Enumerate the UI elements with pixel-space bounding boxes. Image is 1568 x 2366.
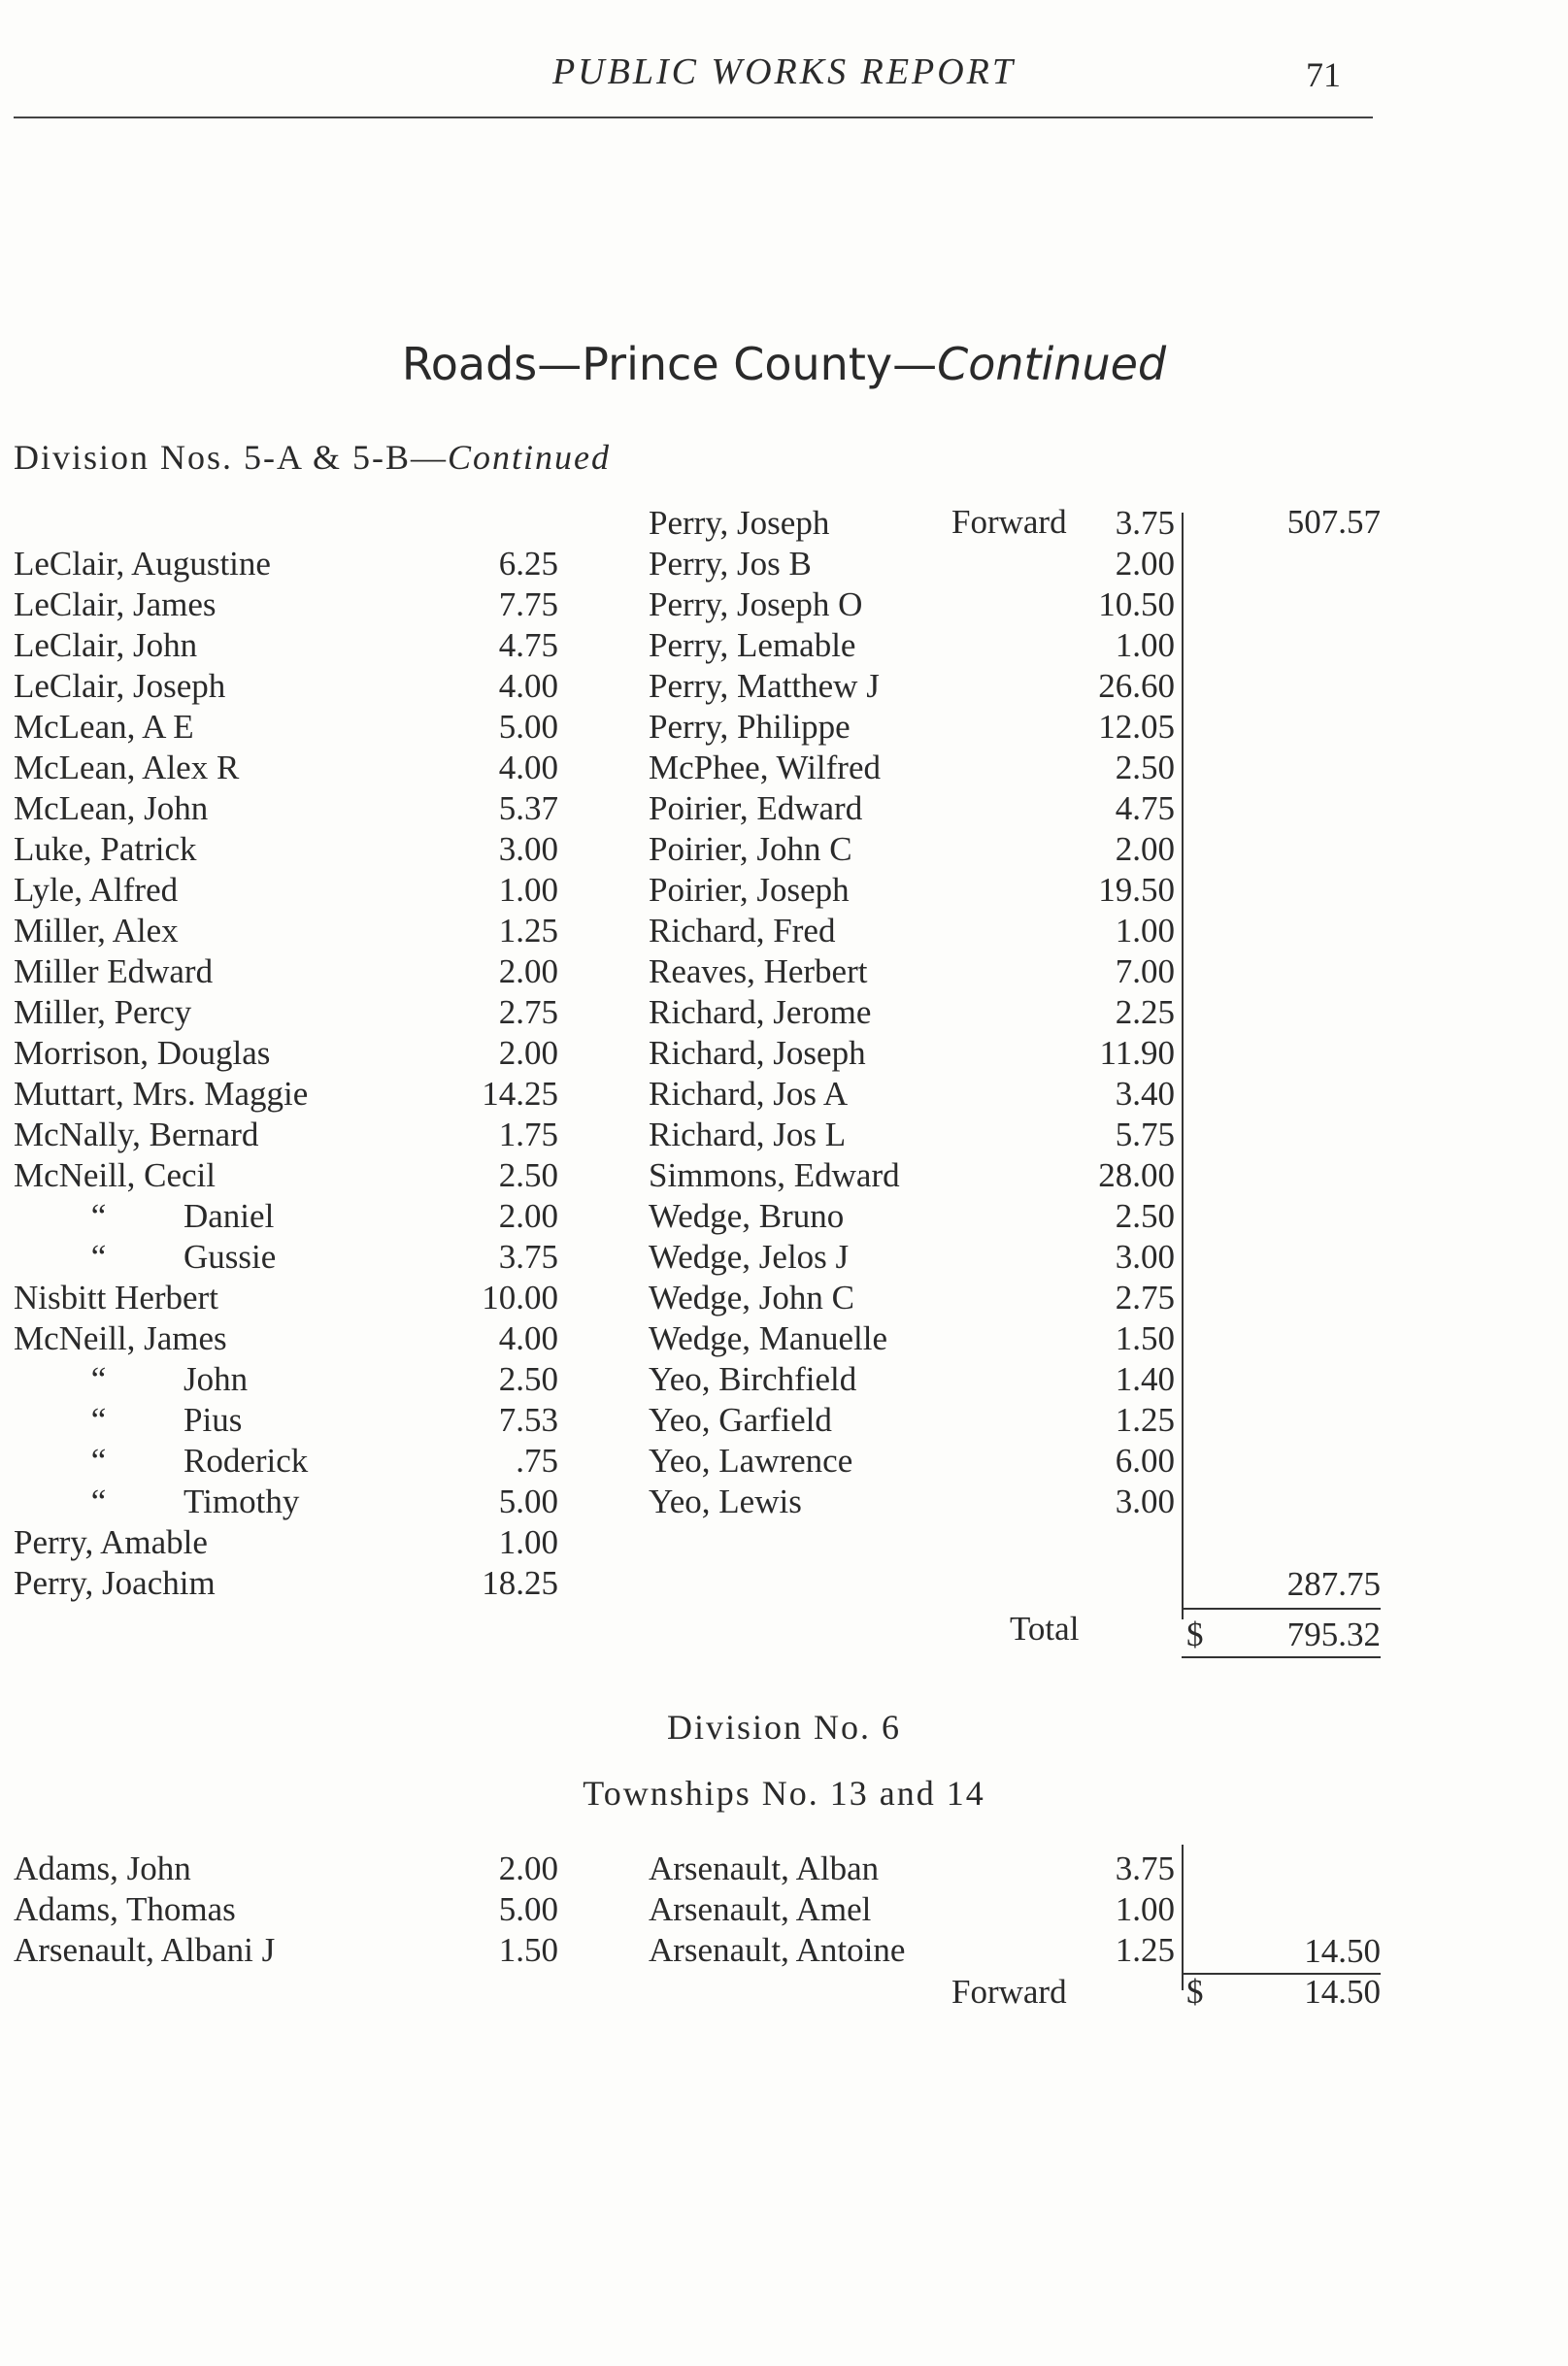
entry-name: Morrison, Douglas [14,1034,271,1072]
entry-name: Richard, Jos A [649,1075,849,1113]
entry-amount: 1.50 [498,1931,558,1969]
entry-name: McLean, John [14,789,209,827]
div5-left-row [14,625,441,666]
div5-right-row [649,1155,1076,1196]
division-6-column-rule [1182,1845,1184,1990]
entry-name: McNally, Bernard [14,1116,259,1153]
entry-amount: 12.05 [1098,708,1175,746]
entry-name: Wedge, Jelos J [649,1238,850,1276]
entry-name: Perry, Jos B [649,545,812,583]
entry-amount: 4.75 [498,626,558,664]
entry-name: Yeo, Garfield [649,1401,832,1439]
entry-name: Richard, Jerome [649,993,872,1031]
entry-name: Pius [183,1401,243,1439]
entry-amount: 2.75 [1115,1279,1175,1316]
entry-amount: 3.00 [498,830,558,868]
ditto-mark: “ [90,1238,107,1276]
div5-right-row [649,1400,1076,1441]
division-6-subtotal: 14.50 [1304,1932,1381,1970]
div5-right-row [649,1074,1076,1115]
entry-name: Adams, Thomas [14,1890,236,1928]
div6-left-row [14,1889,441,1930]
div5-right-row [649,1359,1076,1400]
div5-right-row [649,992,1076,1033]
entry-name: Yeo, Lawrence [649,1442,853,1480]
entry-amount: 11.90 [1099,1034,1175,1072]
total-rule [1182,1656,1381,1658]
div5-left-row [14,992,441,1033]
div5-left-row [14,666,441,707]
entry-amount: 6.25 [498,545,558,583]
entry-amount: 1.25 [498,912,558,950]
div5-right-row [649,1115,1076,1155]
entry-amount: 4.00 [498,667,558,705]
entry-name: Poirier, Joseph [649,871,850,909]
entry-amount: 4.00 [498,1319,558,1357]
entry-name: Arsenault, Antoine [649,1931,906,1969]
ditto-mark: “ [90,1197,107,1235]
entry-name: Yeo, Lewis [649,1483,802,1520]
entry-name: Roderick [183,1442,309,1480]
entry-name: Poirier, John C [649,830,852,868]
div5-left-row [14,1400,441,1441]
running-header-title: PUBLIC WORKS REPORT [551,51,1017,92]
div5-left-row [14,1563,441,1604]
entry-amount: 5.75 [1115,1116,1175,1153]
div5-right-row [649,625,1076,666]
total-amount: 795.32 [1286,1616,1381,1653]
entry-name: LeClair, John [14,626,198,664]
division-5-subtotal: 287.75 [1286,1565,1381,1603]
entry-amount: 26.60 [1098,667,1175,705]
entry-name: Wedge, Manuelle [649,1319,887,1357]
entry-amount: 4.00 [498,749,558,786]
entry-amount: 1.00 [1115,912,1175,950]
div5-right-row [649,788,1076,829]
entry-name: Gussie [183,1238,277,1276]
entry-name: Luke, Patrick [14,830,197,868]
div5-right-row [649,951,1076,992]
entry-name: Nisbitt Herbert [14,1279,218,1316]
div5-left-row [14,707,441,748]
div5-right-row [649,1196,1076,1237]
entry-name: McNeill, Cecil [14,1156,217,1194]
entry-amount: 7.53 [498,1401,558,1439]
div5-left-row [14,1196,441,1237]
division-6-forward-label: Forward [951,1973,1067,2011]
div5-left-row [14,1237,441,1278]
entry-amount: 1.00 [498,1523,558,1561]
column-rule [1182,513,1184,1619]
entry-name: Timothy [183,1483,300,1520]
page-title [0,338,1568,390]
entry-amount: 2.00 [498,1849,558,1887]
entry-name: Lyle, Alfred [14,871,179,909]
entry-name: Richard, Joseph [649,1034,866,1072]
entry-amount: 2.50 [498,1156,558,1194]
entry-amount: 1.00 [1115,626,1175,664]
div5-right-row [649,748,1076,788]
entry-amount: 1.00 [1115,1890,1175,1928]
entry-name: Perry, Joseph O [649,585,863,623]
entry-name: Perry, Lemable [649,626,856,664]
entry-name: Daniel [183,1197,275,1235]
entry-name: Reaves, Herbert [649,952,868,990]
div5-right-row [649,1441,1076,1482]
division-6-subheading: Townships No. 13 and 14 [583,1774,985,1813]
entry-amount: 3.75 [1115,504,1175,542]
entry-name: Wedge, Bruno [649,1197,845,1235]
div5-left-row [14,1278,441,1318]
div5-left-row [14,829,441,870]
div5-right-row [649,1318,1076,1359]
div5-right-row [649,870,1076,911]
entry-amount: 1.25 [1115,1401,1175,1439]
forward-label: Forward [951,503,1067,541]
div5-left-row [14,1522,441,1563]
div5-left-row [14,544,441,584]
div5-left-row [14,1441,441,1482]
entry-amount: 5.00 [498,708,558,746]
div5-right-row [649,707,1076,748]
ditto-mark: “ [90,1360,107,1398]
div5-right-row [649,544,1076,584]
ditto-mark: “ [90,1442,107,1480]
division-5-heading [14,437,611,478]
entry-name: Muttart, Mrs. Maggie [14,1075,309,1113]
entry-amount: 2.00 [498,1034,558,1072]
entry-name: McLean, A E [14,708,194,746]
div6-right-row [649,1930,1076,1971]
entry-name: LeClair, James [14,585,217,623]
entry-name: Arsenault, Albani J [14,1931,276,1969]
entry-amount: 5.37 [498,789,558,827]
div5-left-row [14,584,441,625]
div5-right-row [649,1033,1076,1074]
entry-amount: 2.00 [1115,830,1175,868]
entry-amount: 2.50 [498,1360,558,1398]
entry-name: Arsenault, Alban [649,1849,880,1887]
entry-amount: 10.00 [482,1279,558,1316]
entry-name: McNeill, James [14,1319,227,1357]
entry-amount: 19.50 [1098,871,1175,909]
entry-amount: 1.25 [1115,1931,1175,1969]
entry-amount: 3.75 [1115,1849,1175,1887]
entry-name: Richard, Fred [649,912,836,950]
subtotal-rule [1182,1608,1381,1610]
entry-amount: 3.00 [1115,1483,1175,1520]
div5-right-row [649,584,1076,625]
entry-amount: 6.00 [1115,1442,1175,1480]
entry-amount: 4.75 [1115,789,1175,827]
div5-right-row [649,1482,1076,1522]
entry-name: Perry, Joachim [14,1564,216,1602]
div5-right-row [649,503,1076,544]
entry-name: Simmons, Edward [649,1156,900,1194]
entry-amount: 3.40 [1115,1075,1175,1113]
division-5-heading-continued: Continued [448,438,612,477]
title-main: Roads—Prince County— [401,338,938,390]
div5-left-row [14,1115,441,1155]
entry-amount: 1.75 [498,1116,558,1153]
div6-right-row [649,1849,1076,1889]
entry-name: Arsenault, Amel [649,1890,872,1928]
entry-amount: 5.00 [498,1483,558,1520]
entry-amount: 10.50 [1098,585,1175,623]
header-rule [14,117,1373,118]
total-label: Total [1010,1610,1080,1648]
div6-right-row [649,1889,1076,1930]
entry-name: Yeo, Birchfield [649,1360,857,1398]
entry-amount: 1.00 [498,871,558,909]
ditto-mark: “ [90,1483,107,1520]
entry-amount: 2.25 [1115,993,1175,1031]
division-6-forward-amount: 14.50 [1304,1973,1381,2011]
div5-left-row [14,1482,441,1522]
div5-right-row [649,829,1076,870]
div5-left-row [14,1318,441,1359]
div5-right-row [649,666,1076,707]
entry-amount: 1.40 [1115,1360,1175,1398]
entry-name: Wedge, John C [649,1279,855,1316]
division-6-forward-currency: $ [1186,1973,1204,2011]
entry-amount: 28.00 [1098,1156,1175,1194]
entry-amount: 2.00 [1115,545,1175,583]
entry-amount: 18.25 [482,1564,558,1602]
title-continued: Continued [937,338,1167,390]
entry-name: Miller Edward [14,952,214,990]
forward-amount: 507.57 [1286,503,1381,541]
entry-name: Poirier, Edward [649,789,863,827]
entry-amount: 1.50 [1115,1319,1175,1357]
div5-left-row [14,870,441,911]
entry-name: Richard, Jos L [649,1116,847,1153]
entry-name: Miller, Alex [14,912,179,950]
entry-amount: 2.00 [498,952,558,990]
entry-name: McPhee, Wilfred [649,749,881,786]
entry-amount: 2.00 [498,1197,558,1235]
div5-left-row [14,951,441,992]
entry-amount: .75 [516,1442,558,1480]
entry-amount: 7.75 [498,585,558,623]
div6-left-row [14,1930,441,1971]
div5-left-row [14,911,441,951]
div5-left-row [14,1033,441,1074]
entry-amount: 3.75 [498,1238,558,1276]
entry-amount: 2.50 [1115,749,1175,786]
entry-amount: 3.00 [1115,1238,1175,1276]
entry-amount: 2.75 [498,993,558,1031]
entry-name: Miller, Percy [14,993,192,1031]
entry-name: Perry, Matthew J [649,667,880,705]
entry-name: McLean, Alex R [14,749,240,786]
entry-name: John [183,1360,249,1398]
entry-name: LeClair, Augustine [14,545,271,583]
ditto-mark: “ [90,1401,107,1439]
div5-left-row [14,788,441,829]
div5-right-row [649,1237,1076,1278]
entry-name: Perry, Amable [14,1523,208,1561]
entry-amount: 2.50 [1115,1197,1175,1235]
page-number: 71 [1306,55,1341,94]
div5-left-row [14,1074,441,1115]
entry-amount: 5.00 [498,1890,558,1928]
div5-left-row [14,748,441,788]
division-6-heading: Division No. 6 [666,1708,901,1747]
div6-left-row [14,1849,441,1889]
entry-amount: 7.00 [1115,952,1175,990]
entry-name: Perry, Philippe [649,708,851,746]
entry-name: LeClair, Joseph [14,667,226,705]
division-5-heading-text: Division Nos. 5-A & 5-B— [14,438,449,477]
div5-left-row [14,1359,441,1400]
entry-name: Adams, John [14,1849,191,1887]
entry-name: Perry, Joseph [649,504,830,542]
div5-left-row [14,1155,441,1196]
total-currency: $ [1186,1616,1204,1653]
div5-right-row [649,911,1076,951]
entry-amount: 14.25 [482,1075,558,1113]
div5-right-row [649,1278,1076,1318]
